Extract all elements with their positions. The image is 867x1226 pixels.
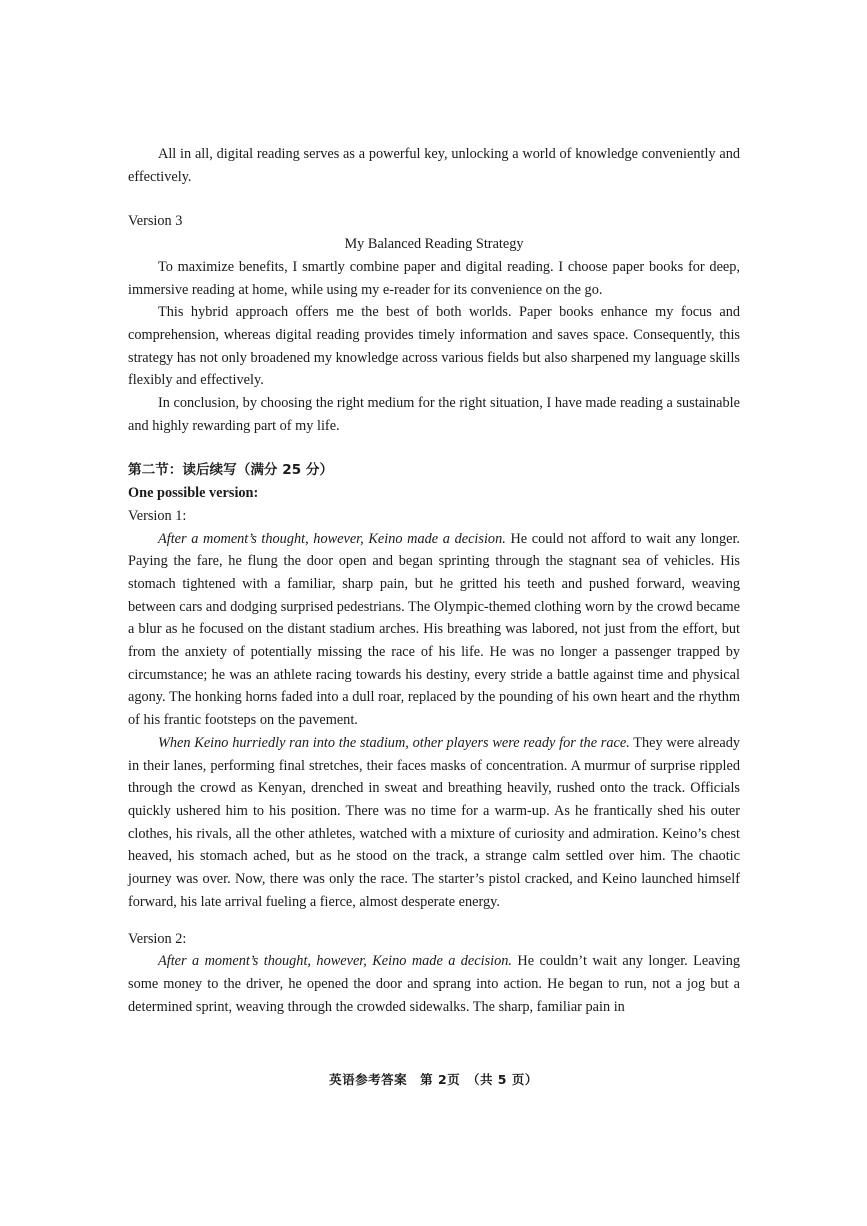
version3-title: My Balanced Reading Strategy	[344, 236, 524, 253]
prompt-sentence-1: After a moment’s thought, however, Keino made a decision.	[158, 530, 506, 547]
paragraph-body: He couldn’t wait any longer. Leaving some money to the driver, he opened the door and sprang into action. He began to run, not a jog but a determined sprint, weaving through the crowded sidewalks. The sharp, familiar pain in	[128, 953, 740, 1015]
version2-conclusion-paragraph: All in all, digital reading serves as a powerful key, unlocking a world of knowledge conveniently and effectively.	[128, 146, 740, 185]
section2-heading: 第二节：读后续写（满分 25 分）	[128, 462, 334, 479]
version3-paragraph-3: In conclusion, by choosing the right medium for the right situation, I have made reading a sustainable and highly rewarding part of my life.	[128, 395, 740, 434]
page-footer: 英语参考答案 第 2页 （共 5 页）	[329, 1072, 538, 1087]
section2-version1-paragraph-1	[128, 528, 740, 732]
possible-version-label: One possible version:	[128, 485, 259, 502]
section2-version2-paragraph-1	[128, 950, 740, 1018]
paragraph-body: He could not afford to wait any longer. Paying the fare, he flung the door open and began sprinting through the stagnant sea of vehicles. His stomach tightened with a familiar, sharp pain, but he gritted his teeth and pushed forward, weaving between cars and dodging surprised pedestrians. The Olympic-themed clothing worn by the crowd became a blur as he focused on the distant stadium arches. His breathing was labored, not just from the effort, but from the anxiety of potentially missing the race of his life. He was no longer a passenger trapped by circumstance; he was an athlete racing towards his destiny, every stride a battle against time and physical agony. The honking horns faded into a dull roar, replaced by the pounding of his own heart and the rhythm of his frantic footsteps on the pavement.	[128, 530, 740, 729]
version3-label: Version 3	[128, 213, 183, 230]
version3-paragraph-2: This hybrid approach offers me the best of both worlds. Paper books enhance my focus and comprehension, whereas digital reading provides timely information and saves space. Consequently, this strategy has not only broadened my knowledge across various fields but also sharpened my language skills flexibly and effectively.	[128, 304, 740, 389]
prompt-sentence-1: After a moment’s thought, however, Keino made a decision.	[158, 953, 513, 970]
paragraph-body: They were already in their lanes, performing final stretches, their faces masks of concentration. A murmur of surprise rippled through the crowd as Kenyan, drenched in sweat and breathing heavily, rushed onto the track. Officials quickly ushered him to his position. There was no time for a warm-up. As he frantically shed his outer clothes, his rivals, all the other athletes, watched with a mixture of curiosity and admiration. Keino’s chest heaved, his stomach ached, but as he stood on the track, a strange calm settled over him. The chaotic journey was over. Now, there was only the race. The starter’s pistol cracked, and Keino launched himself forward, his late arrival fueling a fierce, almost desperate energy.	[128, 734, 740, 910]
section2-version1-paragraph-2	[128, 732, 740, 914]
version3-paragraph-1: To maximize benefits, I smartly combine paper and digital reading. I choose paper books for deep, immersive reading at home, while using my e-reader for its convenience on the go.	[128, 258, 740, 298]
section2-version2-label: Version 2:	[128, 930, 187, 947]
page-body	[128, 143, 740, 1018]
section2-version1-label: Version 1:	[128, 507, 187, 524]
prompt-sentence-2: When Keino hurriedly ran into the stadium, other players were ready for the race.	[158, 734, 630, 751]
